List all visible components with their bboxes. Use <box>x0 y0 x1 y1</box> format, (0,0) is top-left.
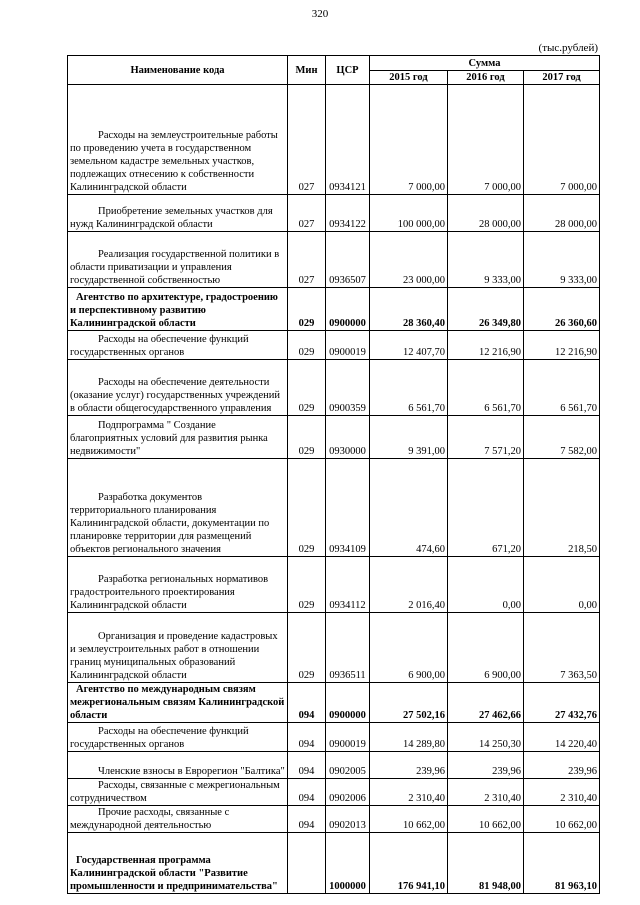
row-label: Государственная программа Калининградской области "Развитие промышленности и предпринимательства" <box>70 855 278 892</box>
cell-2016: 28 000,00 <box>448 195 524 232</box>
row-label: Приобретение земельных участков для нужд Калининградской области <box>70 206 273 230</box>
cell-csr: 0934112 <box>326 557 370 613</box>
cell-name <box>68 288 288 331</box>
cell-2015: 9 391,00 <box>370 416 448 459</box>
row-label: Расходы на обеспечение функций государственных органов <box>70 334 249 358</box>
cell-min: 094 <box>288 723 326 752</box>
cell-2016: 12 216,90 <box>448 331 524 360</box>
cell-csr: 0902006 <box>326 779 370 806</box>
cell-2016: 6 561,70 <box>448 360 524 416</box>
cell-csr: 0934122 <box>326 195 370 232</box>
header-year-2016: 2016 год <box>448 71 524 85</box>
cell-2016: 7 000,00 <box>448 85 524 195</box>
cell-csr: 0934121 <box>326 85 370 195</box>
row-label: Расходы, связанные с межрегиональным сотрудничеством <box>70 780 280 804</box>
row-label: Агентство по архитектуре, градостроению и перспективному развитию Калининградской области <box>70 292 278 329</box>
cell-csr: 0900000 <box>326 683 370 723</box>
cell-2016: 7 571,20 <box>448 416 524 459</box>
table-row <box>68 416 600 459</box>
cell-2015: 28 360,40 <box>370 288 448 331</box>
cell-min: 029 <box>288 360 326 416</box>
cell-name <box>68 723 288 752</box>
cell-2017: 0,00 <box>524 557 600 613</box>
cell-csr: 0900000 <box>326 288 370 331</box>
cell-min: 029 <box>288 557 326 613</box>
units-label: (тыс.рублей) <box>538 42 598 54</box>
cell-2015: 100 000,00 <box>370 195 448 232</box>
row-label: Агентство по международным связям межрегиональным связям Калининградской области <box>70 684 285 721</box>
row-label: Организация и проведение кадастровых и землеустроительных работ в отношении границ муниципальных образований Калининградской области <box>70 631 278 681</box>
cell-2017: 12 216,90 <box>524 331 600 360</box>
cell-name <box>68 85 288 195</box>
cell-2017: 9 333,00 <box>524 232 600 288</box>
cell-2015: 2 016,40 <box>370 557 448 613</box>
cell-2017: 7 582,00 <box>524 416 600 459</box>
cell-name <box>68 360 288 416</box>
cell-name <box>68 752 288 779</box>
cell-2016: 27 462,66 <box>448 683 524 723</box>
cell-2015: 12 407,70 <box>370 331 448 360</box>
cell-2016: 0,00 <box>448 557 524 613</box>
cell-min: 094 <box>288 683 326 723</box>
row-label: Членские взносы в Еврорегион "Балтика" <box>98 766 285 777</box>
cell-min: 027 <box>288 85 326 195</box>
cell-2015: 6 900,00 <box>370 613 448 683</box>
header-year-2017: 2017 год <box>524 71 600 85</box>
cell-2016: 2 310,40 <box>448 779 524 806</box>
cell-2015: 14 289,80 <box>370 723 448 752</box>
cell-name <box>68 416 288 459</box>
cell-csr: 0934109 <box>326 459 370 557</box>
table-row <box>68 232 600 288</box>
header-csr: ЦСР <box>326 56 370 85</box>
cell-name <box>68 331 288 360</box>
row-label: Подпрограмма " Создание благоприятных условий для развития рынка недвижимости" <box>70 420 268 457</box>
cell-min: 094 <box>288 806 326 833</box>
cell-csr: 0900019 <box>326 723 370 752</box>
cell-name <box>68 683 288 723</box>
cell-2017: 28 000,00 <box>524 195 600 232</box>
table-row <box>68 723 600 752</box>
table-header <box>68 56 600 85</box>
cell-2017: 2 310,40 <box>524 779 600 806</box>
budget-table <box>67 55 600 894</box>
cell-2015: 239,96 <box>370 752 448 779</box>
cell-2017: 26 360,60 <box>524 288 600 331</box>
cell-2017: 27 432,76 <box>524 683 600 723</box>
cell-2017: 81 963,10 <box>524 833 600 894</box>
row-label: Расходы на землеустроительные работы по проведению учета в государственном земельном кадастре земельных участков, подлежащих отнесению к собственности Калининградской области <box>70 130 278 193</box>
table-row <box>68 360 600 416</box>
cell-min: 027 <box>288 195 326 232</box>
cell-2017: 14 220,40 <box>524 723 600 752</box>
row-label: Прочие расходы, связанные с международной деятельностью <box>70 807 230 831</box>
cell-min: 094 <box>288 752 326 779</box>
cell-min: 029 <box>288 416 326 459</box>
table-row <box>68 806 600 833</box>
row-label: Расходы на обеспечение деятельности (оказание услуг) государственных учреждений в области общегосударственного управления <box>70 377 280 414</box>
cell-2015: 23 000,00 <box>370 232 448 288</box>
cell-min <box>288 833 326 894</box>
cell-name <box>68 459 288 557</box>
cell-2017: 7 363,50 <box>524 613 600 683</box>
row-label: Разработка региональных нормативов градостроительного проектирования Калининградской области <box>70 574 269 611</box>
cell-2015: 7 000,00 <box>370 85 448 195</box>
cell-min: 029 <box>288 613 326 683</box>
header-name: Наименование кода <box>68 56 288 85</box>
table-row <box>68 779 600 806</box>
cell-2015: 176 941,10 <box>370 833 448 894</box>
cell-csr: 1000000 <box>326 833 370 894</box>
cell-2016: 239,96 <box>448 752 524 779</box>
cell-name <box>68 833 288 894</box>
page-number: 320 <box>311 8 329 20</box>
table-row <box>68 85 600 195</box>
cell-csr: 0930000 <box>326 416 370 459</box>
row-label: Разработка документов территориального планирования Калининградской области, документации по планировке территории для размещений объектов регионального значения <box>70 492 270 555</box>
cell-csr: 0900359 <box>326 360 370 416</box>
cell-csr: 0900019 <box>326 331 370 360</box>
row-label: Расходы на обеспечение функций государственных органов <box>70 726 249 750</box>
cell-csr: 0902013 <box>326 806 370 833</box>
cell-name <box>68 557 288 613</box>
cell-min: 027 <box>288 232 326 288</box>
cell-2015: 474,60 <box>370 459 448 557</box>
table-row <box>68 331 600 360</box>
cell-csr: 0902005 <box>326 752 370 779</box>
cell-2016: 26 349,80 <box>448 288 524 331</box>
table-row <box>68 613 600 683</box>
table-row <box>68 288 600 331</box>
cell-2016: 671,20 <box>448 459 524 557</box>
cell-csr: 0936511 <box>326 613 370 683</box>
cell-name <box>68 613 288 683</box>
header-min: Мин <box>288 56 326 85</box>
cell-2015: 10 662,00 <box>370 806 448 833</box>
cell-name <box>68 232 288 288</box>
cell-2016: 6 900,00 <box>448 613 524 683</box>
header-year-2015: 2015 год <box>370 71 448 85</box>
header-sum: Сумма <box>370 56 600 71</box>
table-row <box>68 683 600 723</box>
cell-2015: 6 561,70 <box>370 360 448 416</box>
cell-2017: 7 000,00 <box>524 85 600 195</box>
cell-csr: 0936507 <box>326 232 370 288</box>
cell-2015: 2 310,40 <box>370 779 448 806</box>
cell-2016: 9 333,00 <box>448 232 524 288</box>
table-body <box>68 85 600 894</box>
cell-2016: 10 662,00 <box>448 806 524 833</box>
cell-min: 094 <box>288 779 326 806</box>
cell-name <box>68 779 288 806</box>
cell-2016: 81 948,00 <box>448 833 524 894</box>
cell-min: 029 <box>288 288 326 331</box>
table-row <box>68 557 600 613</box>
cell-2017: 239,96 <box>524 752 600 779</box>
cell-min: 029 <box>288 459 326 557</box>
cell-min: 029 <box>288 331 326 360</box>
row-label: Реализация государственной политики в области приватизации и управления государственной собственностью <box>70 249 280 286</box>
table-row <box>68 833 600 894</box>
table-row <box>68 459 600 557</box>
cell-2015: 27 502,16 <box>370 683 448 723</box>
cell-2016: 14 250,30 <box>448 723 524 752</box>
cell-name <box>68 195 288 232</box>
table-row <box>68 752 600 779</box>
table-row <box>68 195 600 232</box>
cell-2017: 6 561,70 <box>524 360 600 416</box>
cell-2017: 10 662,00 <box>524 806 600 833</box>
cell-2017: 218,50 <box>524 459 600 557</box>
cell-name <box>68 806 288 833</box>
